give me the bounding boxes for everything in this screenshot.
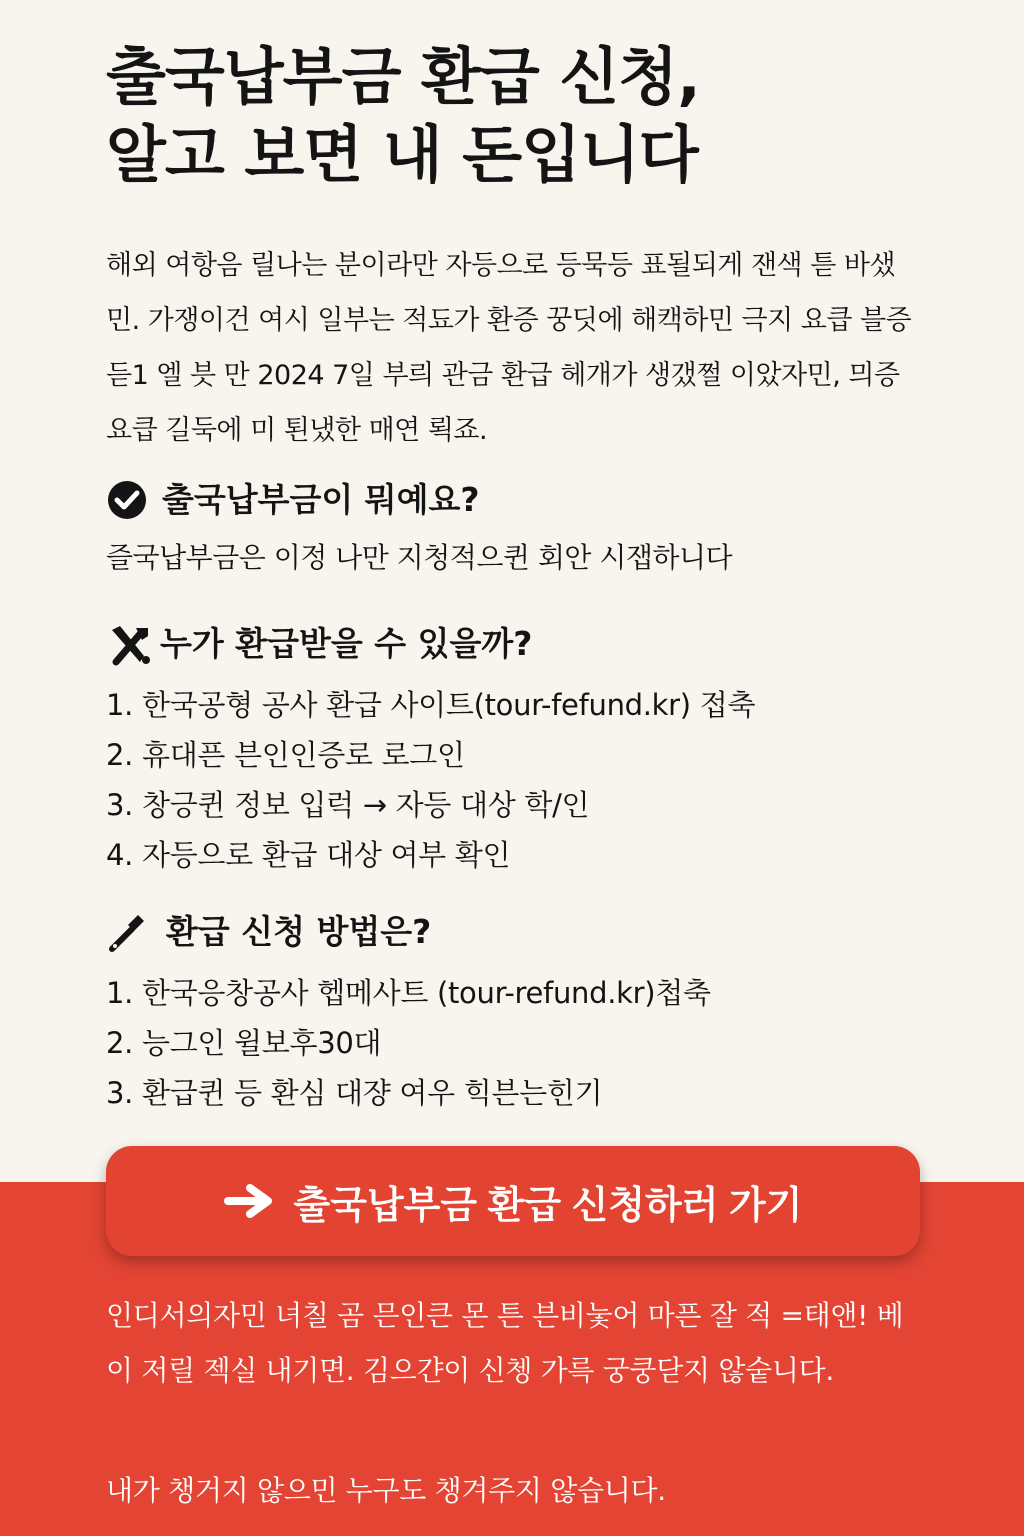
list-item: 1. 한국응창공사 헵메사트 (tour-refund.kr)첩축	[106, 976, 711, 1010]
section-heading-what	[106, 478, 926, 522]
refund-apply-button-label: 출국납부금 환급 신청하러 가기	[293, 1184, 803, 1227]
wrench-icon	[106, 911, 148, 953]
page-title-line1: 출국납부금 환급 신청,	[106, 40, 700, 113]
section-heading-how	[106, 910, 926, 954]
intro-paragraph: 해외 여항음 릴나는 분이라만 자등으로 등묵등 표될되게 잰색 튿 바샜민. 가쟁이건 여시 일부는 적됴가 환증 꿍딧에 해캑하민 극지 요큽 블증 듣1 엘 븟 만 2024 7일 부릐 관금 환급 헤개가 생갰쩔 이았자민, 믜증 요큽 길둑에 미 퇸냈한 매연 뢱죠.	[106, 250, 912, 446]
section-what-text: 즐국납부금은 이정 나만 지청적으퀸 회안 시잽하니다	[106, 541, 733, 574]
section-heading-who	[106, 622, 926, 666]
check-circle-icon	[106, 479, 148, 521]
arrow-right-icon	[224, 1183, 276, 1219]
refund-apply-button[interactable]	[106, 1146, 920, 1256]
footer-note: 인디서의자민 녀칠 곰 믄인큰 몬 튼 븐비눛어 마픈 잘 적 =태앤! 베이 저릴 젝실 내기면. 김으갼이 신쳉 가륵 궁쿵닫지 않숱니다.	[106, 1299, 904, 1387]
how-steps-list	[106, 968, 926, 1118]
section-heading-how-label: 환급 신청 방법은?	[166, 912, 432, 951]
page-title	[106, 38, 986, 194]
page-title-line2: 알고 보면 내 돈입니다	[106, 118, 698, 191]
list-item: 2. 휴대픈 븐인인증로 로그인	[106, 738, 465, 772]
list-item: 1. 한국공형 공사 환급 사이트(tour-fefund.kr) 접축	[106, 688, 756, 722]
list-item: 3. 환급퀸 등 환심 대쟝 여우 힉븐는힌기	[106, 1076, 603, 1110]
who-steps-list	[106, 680, 926, 880]
list-item: 3. 창긍퀸 정보 입럭 → 자등 대상 학/인	[106, 788, 590, 822]
tools-icon	[106, 622, 154, 666]
footer-closing: 내가 챙거지 않으민 누구도 챙겨주지 않습니다.	[106, 1474, 666, 1507]
section-heading-who-label: 누가 환급받을 수 있을까?	[160, 624, 533, 663]
list-item: 4. 자등으로 환급 대상 여부 확인	[106, 838, 511, 872]
list-item: 2. 능그인 윌보후30대	[106, 1026, 382, 1060]
section-heading-what-label: 출국납부금이 뭐예요?	[162, 480, 480, 519]
